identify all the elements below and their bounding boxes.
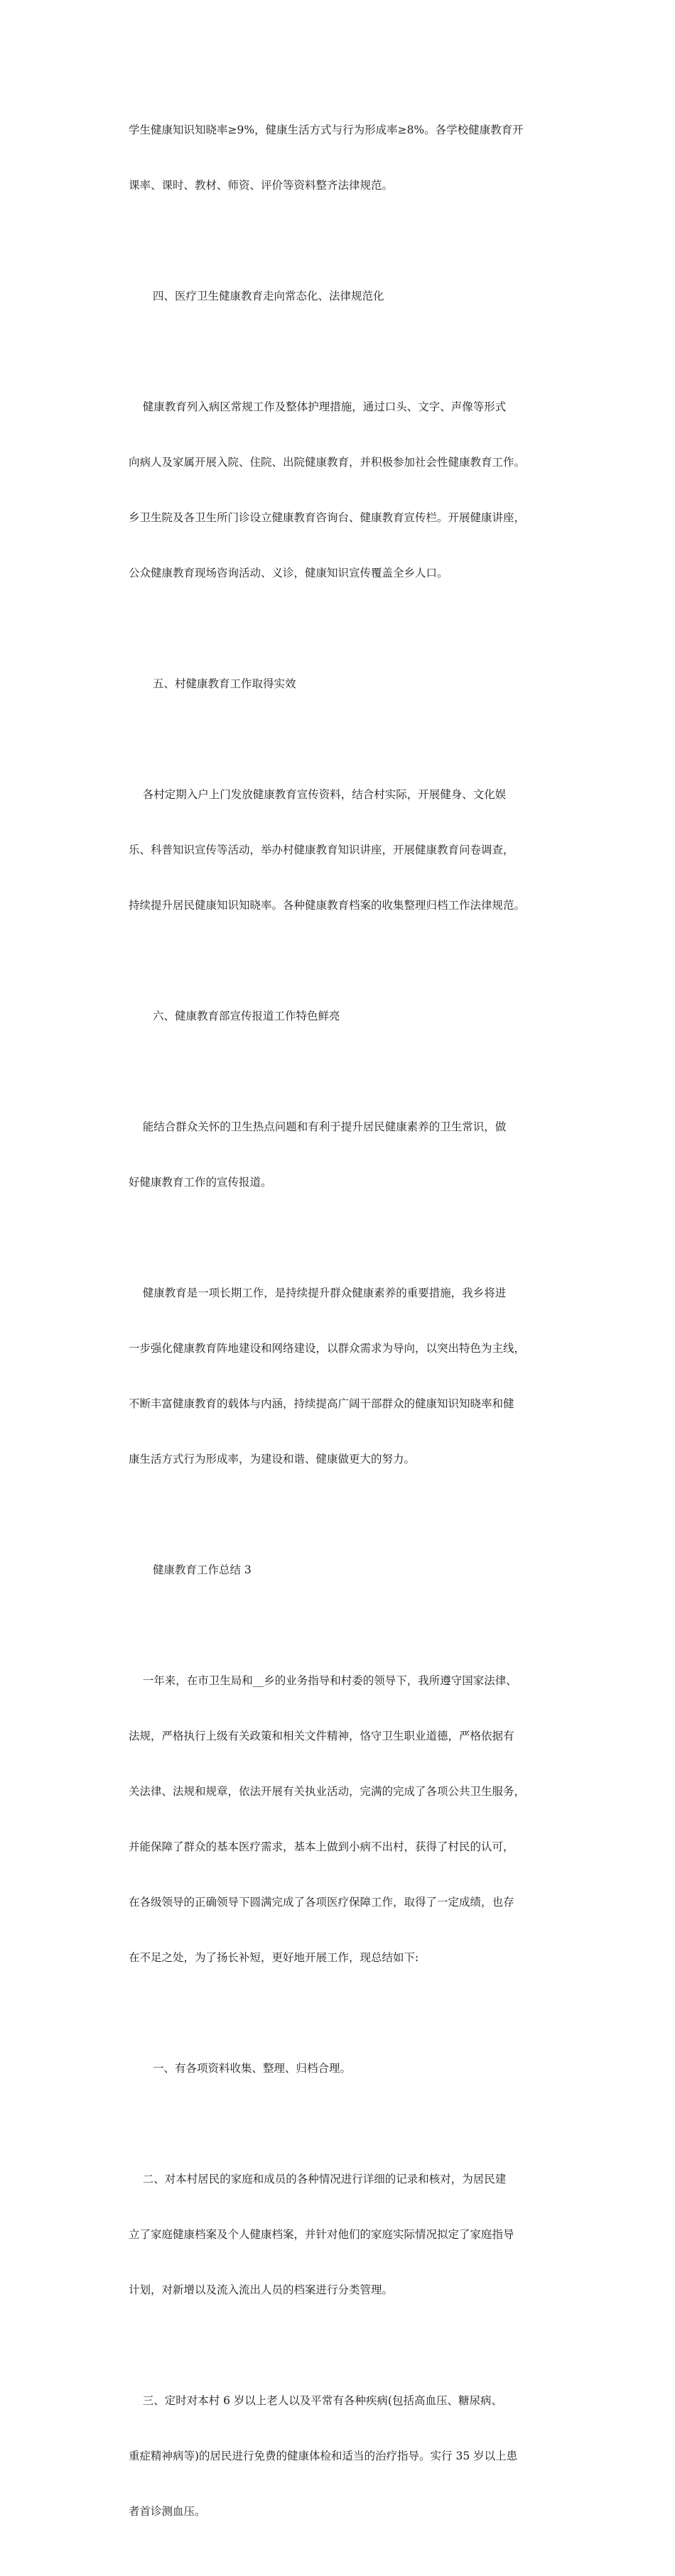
- text-line: 法规，严格执行上级有关政策和相关文件精神，恪守卫生职业道德，严格依据有: [129, 1730, 514, 1742]
- subtitle-text: 健康教育工作总结 3: [153, 1563, 252, 1576]
- text-line: 一年来，在市卫生局和__乡的业务指导和村委的领导下，我所遵守国家法律、: [129, 1674, 517, 1687]
- text-line: 重症精神病等)的居民进行免费的健康体检和适当的治疗指导。实行 35 岁以上患: [129, 2450, 518, 2462]
- text-line: 并能保障了群众的基本医疗需求，基本上做到小病不出村，获得了村民的认可，: [129, 1840, 514, 1853]
- paragraph-publicity: [129, 1081, 555, 1228]
- text-line: 关法律、法规和规章，依法开展有关执业活动，完满的完成了各项公共卫生服务，: [129, 1785, 526, 1798]
- text-line: 能结合群众关怀的卫生热点问题和有利于提升居民健康素养的卫生常识，做: [129, 1120, 507, 1133]
- text-line: 计划，对新增以及流入流出人员的档案进行分类管理。: [129, 2283, 394, 2296]
- document-page: [129, 84, 555, 2576]
- section-heading-4: [129, 250, 555, 342]
- text-line: 一、有各项资料收集、整理、归档合理。: [153, 2062, 352, 2075]
- paragraph-student-health: [129, 84, 555, 231]
- text-line: 健康教育是一项长期工作，是持续提升群众健康素养的重要措施，我乡将进: [129, 1287, 507, 1299]
- text-line: 学生健康知识知晓率≥9%，健康生活方式与行为形成率≥8%。各学校健康教育开: [129, 124, 524, 136]
- text-line: 乐、科普知识宣传等活动，举办村健康教育知识讲座，开展健康教育问卷调查，: [129, 844, 514, 856]
- text-line: 立了家庭健康档案及个人健康档案，并针对他们的家庭实际情况拟定了家庭指导: [129, 2228, 514, 2241]
- heading-text: 四、医疗卫生健康教育走向常态化、法律规范化: [153, 290, 384, 302]
- text-line: 一步强化健康教育阵地建设和网络建设，以群众需求为导向，以突出特色为主线，: [129, 1342, 526, 1355]
- list-item-3: [129, 2354, 555, 2558]
- text-line: 乡卫生院及各卫生所门诊设立健康教育咨询台、健康教育宣传栏。开展健康讲座，: [129, 511, 526, 524]
- list-item-1: [129, 2022, 555, 2114]
- text-line: 各村定期入户上门发放健康教育宣传资料，结合村实际，开展健身、文化娱: [129, 788, 507, 801]
- section-heading-5: [129, 638, 555, 730]
- paragraph-year-summary: [129, 1634, 555, 2004]
- text-line: 不断丰富健康教育的载体与内涵，持续提高广阔干部群众的健康知识知晓率和健: [129, 1397, 514, 1410]
- text-line: 康生活方式行为形成率，为建设和谐、健康做更大的努力。: [129, 1453, 416, 1466]
- text-line: 健康教育列入病区常规工作及整体护理措施，通过口头、文字、声像等形式: [129, 400, 507, 413]
- text-line: 在各级领导的正确领导下圆满完成了各项医疗保障工作，取得了一定成绩，也存: [129, 1896, 514, 1909]
- paragraph-long-term: [129, 1247, 555, 1505]
- heading-text: 五、村健康教育工作取得实效: [153, 677, 296, 690]
- text-line: 公众健康教育现场咨询活动、义诊，健康知识宣传覆盖全乡人口。: [129, 567, 448, 579]
- text-line: 好健康教育工作的宣传报道。: [129, 1176, 272, 1189]
- text-line: 向病人及家属开展入院、住院、出院健康教育，并积极参加社会性健康教育工作。: [129, 456, 526, 469]
- heading-text: 六、健康教育部宣传报道工作特色鲜亮: [153, 1010, 340, 1022]
- section-heading-6: [129, 970, 555, 1062]
- text-line: 课率、课时、教材、师资、评价等资料整齐法律规范。: [129, 179, 394, 192]
- document-subtitle: [129, 1524, 555, 1616]
- paragraph-medical-education: [129, 361, 555, 619]
- text-line: 持续提升居民健康知识知晓率。各种健康教育档案的收集整理归档工作法律规范。: [129, 899, 526, 912]
- text-line: 在不足之处，为了扬长补短，更好地开展工作，现总结如下:: [129, 1951, 419, 1964]
- paragraph-village-education: [129, 748, 555, 951]
- text-line: 二、对本村居民的家庭和成员的各种情况进行详细的记录和核对，为居民建: [129, 2173, 507, 2185]
- list-item-2: [129, 2133, 555, 2336]
- text-line: 三、定时对本村 6 岁以上老人以及平常有各种疾病(包括高血压、糖尿病、: [129, 2394, 502, 2407]
- text-line: 者首诊测血压。: [129, 2505, 206, 2518]
